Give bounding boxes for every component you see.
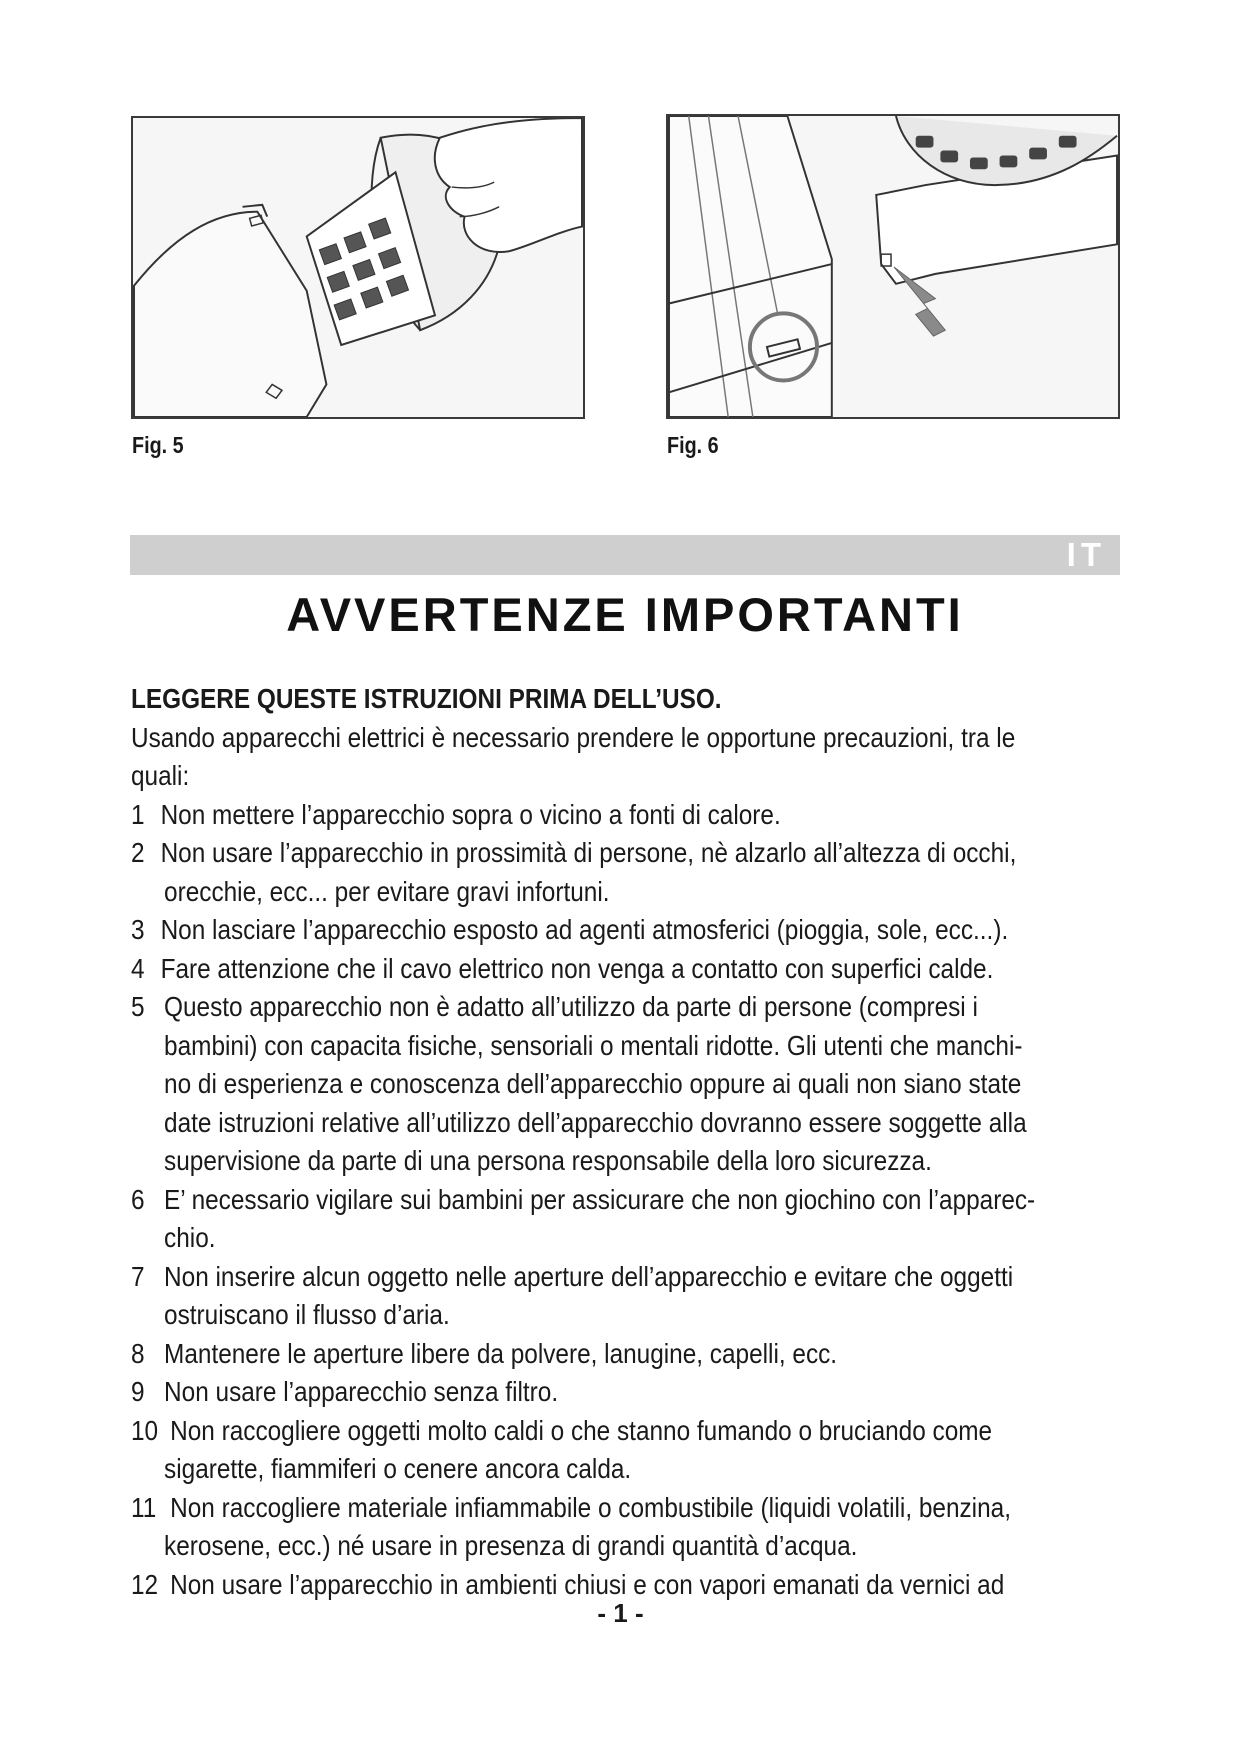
warning-item-line: Non usare l’apparecchio in ambienti chiusi e con vapori emanati da vernici ad <box>170 1568 1005 1600</box>
warning-item-line: no di esperienza e conoscenza dell’apparecchio oppure ai quali non siano state <box>164 1068 1022 1099</box>
language-banner <box>130 535 1120 575</box>
instructions-body <box>131 680 1141 1604</box>
warning-item-line: Questo apparecchio non è adatto all’utilizzo da parte di persone (compresi i <box>164 991 978 1022</box>
language-code: IT <box>1066 536 1106 573</box>
warning-item-number: 10 <box>131 1414 159 1446</box>
figure-5-illustration <box>131 116 585 419</box>
warning-item-number: 5 <box>131 991 145 1022</box>
warning-item-line: Fare attenzione che il cavo elettrico non venga a contatto con superfici calde. <box>160 952 994 984</box>
figure-6-caption: Fig. 6 <box>667 432 719 458</box>
warning-item-line: orecchie, ecc... per evitare gravi infortuni. <box>164 875 610 907</box>
warnings-list <box>131 796 1141 1605</box>
warning-item <box>131 1258 1141 1335</box>
warning-item-number: 8 <box>131 1337 145 1369</box>
warning-item-number: 11 <box>131 1491 157 1523</box>
warning-item-line: Non raccogliere oggetti molto caldi o che stanno fumando o bruciando come <box>170 1414 993 1446</box>
warning-item-line: kerosene, ecc.) né usare in presenza di grandi quantità d’acqua. <box>164 1530 858 1561</box>
warning-item-number: 12 <box>131 1568 159 1600</box>
intro-line: Usando apparecchi elettrici è necessario prendere le opportune precauzioni, tra le <box>131 721 1016 753</box>
lead-instruction: LEGGERE QUESTE ISTRUZIONI PRIMA DELL’USO. <box>131 683 722 714</box>
warning-item-number: 4 <box>131 952 145 984</box>
warning-item-line: E’ necessario vigilare sui bambini per assicurare che non giochino con l’apparec- <box>164 1183 1036 1215</box>
warning-item <box>131 834 1141 911</box>
figure-5-caption: Fig. 5 <box>132 432 184 458</box>
warning-item-line: Non inserire alcun oggetto nelle aperture dell’apparecchio e evitare che oggetti <box>164 1260 1014 1292</box>
warning-item <box>131 988 1141 1181</box>
warning-item-line: Non mettere l’apparecchio sopra o vicino a fonti di calore. <box>160 798 781 830</box>
latch-release-drawing <box>668 116 1118 417</box>
warning-item-line: supervisione da parte di una persona responsabile della loro sicurezza. <box>164 1145 932 1176</box>
warning-item <box>131 1181 1141 1258</box>
warning-item <box>131 911 1141 950</box>
warning-item-number: 1 <box>131 798 145 830</box>
warning-item-line: Non usare l’apparecchio in prossimità di persone, nè alzarlo all’altezza di occhi, <box>160 837 1017 868</box>
warning-item <box>131 1412 1141 1489</box>
page-number: - 1 - <box>597 1598 644 1628</box>
warning-item-number: 6 <box>131 1183 145 1215</box>
warning-item <box>131 950 1141 989</box>
warning-item-line: sigarette, fiammiferi o cenere ancora calda. <box>164 1453 632 1484</box>
page-title: AVVERTENZE IMPORTANTI <box>286 588 964 641</box>
warning-item <box>131 1373 1141 1412</box>
warning-item-number: 7 <box>131 1260 145 1292</box>
warning-item-number: 2 <box>131 837 145 868</box>
intro-line: quali: <box>131 760 190 791</box>
warning-item <box>131 1335 1141 1374</box>
warning-item-line: Non raccogliere materiale infiammabile o combustibile (liquidi volatili, benzina, <box>170 1491 1011 1523</box>
warning-item-line: Non usare l’apparecchio senza filtro. <box>164 1376 559 1407</box>
figure-6-illustration <box>666 114 1120 419</box>
warning-item <box>131 1489 1141 1566</box>
warning-item-line: Non lasciare l’apparecchio esposto ad agenti atmosferici (pioggia, sole, ecc...). <box>160 914 1009 945</box>
warning-item-line: date istruzioni relative all’utilizzo dell’apparecchio dovranno essere soggette alla <box>164 1106 1027 1138</box>
warning-item <box>131 796 1141 835</box>
intro-paragraph <box>131 719 1141 796</box>
filter-removal-drawing <box>133 118 583 417</box>
warning-item-number: 9 <box>131 1376 145 1407</box>
warning-item-number: 3 <box>131 914 145 945</box>
warning-item-line: Mantenere le aperture libere da polvere, lanugine, capelli, ecc. <box>164 1337 838 1369</box>
warning-item-line: chio. <box>164 1222 216 1253</box>
warning-item-line: bambini) con capacita fisiche, sensoriali o mentali ridotte. Gli utenti che manchi- <box>164 1029 1023 1061</box>
warning-item-line: ostruiscano il flusso d’aria. <box>164 1299 450 1330</box>
